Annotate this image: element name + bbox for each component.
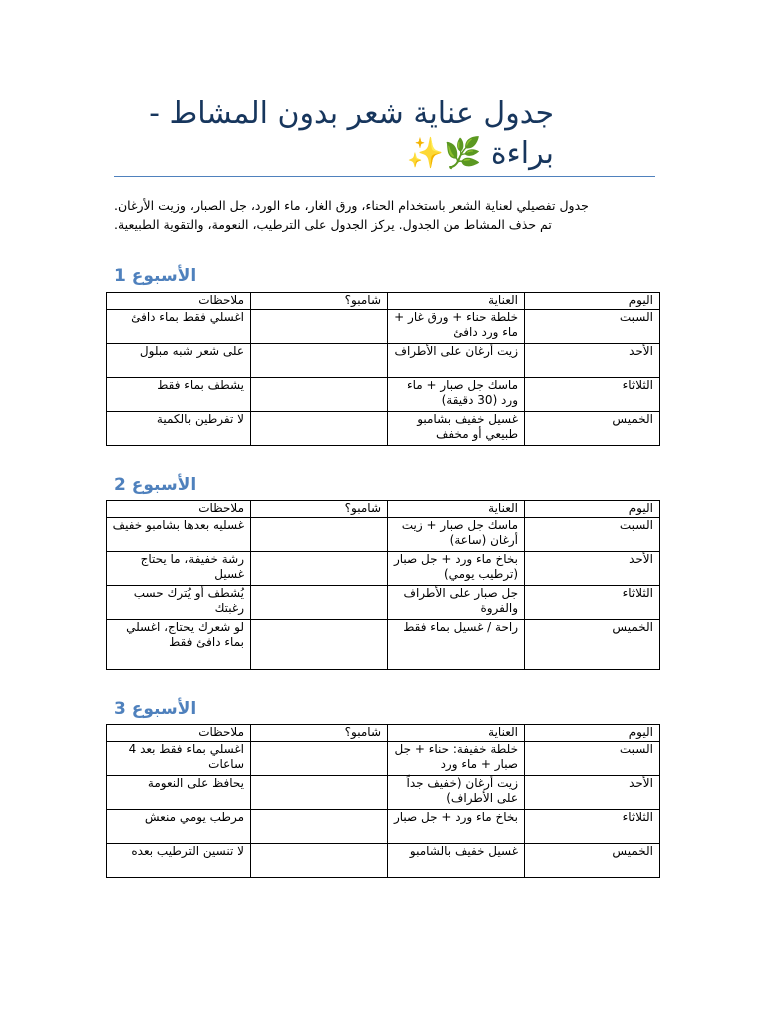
table-row — [107, 843, 660, 877]
cell-day: الأحد — [525, 551, 660, 585]
table-row — [107, 517, 660, 551]
week-2-table — [106, 500, 660, 670]
cell-shampoo — [251, 343, 388, 377]
table-row — [107, 377, 660, 411]
cell-day: الأحد — [525, 343, 660, 377]
cell-notes: يُشطف أو يُترك حسب رغبتك — [107, 585, 251, 619]
cell-care: زيت أرغان على الأطراف — [388, 343, 525, 377]
cell-care: ماسك جل صبار + ماء ورد (30 دقيقة) — [388, 377, 525, 411]
cell-day: السبت — [525, 309, 660, 343]
header-notes: ملاحظات — [107, 725, 251, 742]
header-shampoo: شامبو؟ — [251, 501, 388, 518]
header-day: اليوم — [525, 293, 660, 310]
table-row — [107, 775, 660, 809]
cell-notes: اغسلي فقط بماء دافئ — [107, 309, 251, 343]
intro-paragraph — [114, 196, 634, 234]
table-row — [107, 343, 660, 377]
cell-day: السبت — [525, 517, 660, 551]
header-day: اليوم — [525, 501, 660, 518]
cell-shampoo — [251, 809, 388, 843]
cell-care: جل صبار على الأطراف والفروة — [388, 585, 525, 619]
week-2-heading: الأسبوع 2 — [114, 475, 197, 495]
cell-shampoo — [251, 619, 388, 669]
table-header-row — [107, 725, 660, 742]
header-notes: ملاحظات — [107, 501, 251, 518]
table-row — [107, 619, 660, 669]
cell-care: راحة / غسيل بماء فقط — [388, 619, 525, 669]
cell-day: الثلاثاء — [525, 377, 660, 411]
week-1-table — [106, 292, 660, 446]
cell-notes: غسليه بعدها بشامبو خفيف — [107, 517, 251, 551]
header-shampoo: شامبو؟ — [251, 293, 388, 310]
cell-notes: على شعر شبه مبلول — [107, 343, 251, 377]
table-row — [107, 809, 660, 843]
cell-notes: رشة خفيفة، ما يحتاج غسيل — [107, 551, 251, 585]
week-3-heading: الأسبوع 3 — [114, 699, 197, 719]
table-row — [107, 309, 660, 343]
document-title: جدول عناية شعر بدون المشاط - براءة 🌿✨ — [149, 96, 554, 171]
cell-shampoo — [251, 741, 388, 775]
week-1-heading: الأسبوع 1 — [114, 266, 197, 286]
header-day: اليوم — [525, 725, 660, 742]
cell-care: غسيل خفيف بشامبو طبيعي أو مخفف — [388, 411, 525, 445]
cell-notes: اغسلي بماء فقط بعد 4 ساعات — [107, 741, 251, 775]
cell-care: بخاخ ماء ورد + جل صبار (ترطيب يومي) — [388, 551, 525, 585]
cell-shampoo — [251, 517, 388, 551]
cell-day: الخميس — [525, 411, 660, 445]
cell-day: الثلاثاء — [525, 585, 660, 619]
header-shampoo: شامبو؟ — [251, 725, 388, 742]
header-care: العناية — [388, 725, 525, 742]
intro-line-2: تم حذف المشاط من الجدول. يركز الجدول على الترطيب، النعومة، والتقوية الطبيعية. — [114, 217, 552, 232]
week-3-table — [106, 724, 660, 878]
cell-day: الخميس — [525, 619, 660, 669]
table-row — [107, 741, 660, 775]
cell-shampoo — [251, 309, 388, 343]
cell-shampoo — [251, 551, 388, 585]
cell-day: الأحد — [525, 775, 660, 809]
cell-notes: يشطف بماء فقط — [107, 377, 251, 411]
cell-care: ماسك جل صبار + زيت أرغان (ساعة) — [388, 517, 525, 551]
cell-notes: لو شعرك يحتاج، اغسلي بماء دافئ فقط — [107, 619, 251, 669]
cell-shampoo — [251, 843, 388, 877]
intro-line-1: جدول تفصيلي لعناية الشعر باستخدام الحناء، ورق الغار، ماء الورد، جل الصبار، وزيت الأرغان. — [114, 198, 589, 213]
cell-shampoo — [251, 377, 388, 411]
title-rule — [114, 176, 655, 177]
cell-shampoo — [251, 411, 388, 445]
header-notes: ملاحظات — [107, 293, 251, 310]
table-row — [107, 411, 660, 445]
cell-notes: لا تنسين الترطيب بعده — [107, 843, 251, 877]
cell-shampoo — [251, 585, 388, 619]
cell-care: خلطة حناء + ورق غار + ماء ورد دافئ — [388, 309, 525, 343]
cell-notes: لا تفرطين بالكمية — [107, 411, 251, 445]
table-header-row — [107, 293, 660, 310]
cell-notes: مرطب يومي منعش — [107, 809, 251, 843]
header-care: العناية — [388, 501, 525, 518]
cell-shampoo — [251, 775, 388, 809]
cell-notes: يحافظ على النعومة — [107, 775, 251, 809]
table-row — [107, 585, 660, 619]
cell-day: الخميس — [525, 843, 660, 877]
cell-care: خلطة خفيفة: حناء + جل صبار + ماء ورد — [388, 741, 525, 775]
cell-day: الثلاثاء — [525, 809, 660, 843]
cell-day: السبت — [525, 741, 660, 775]
cell-care: بخاخ ماء ورد + جل صبار — [388, 809, 525, 843]
cell-care: غسيل خفيف بالشامبو — [388, 843, 525, 877]
header-care: العناية — [388, 293, 525, 310]
cell-care: زيت أرغان (خفيف جداً على الأطراف) — [388, 775, 525, 809]
table-header-row — [107, 501, 660, 518]
table-row — [107, 551, 660, 585]
